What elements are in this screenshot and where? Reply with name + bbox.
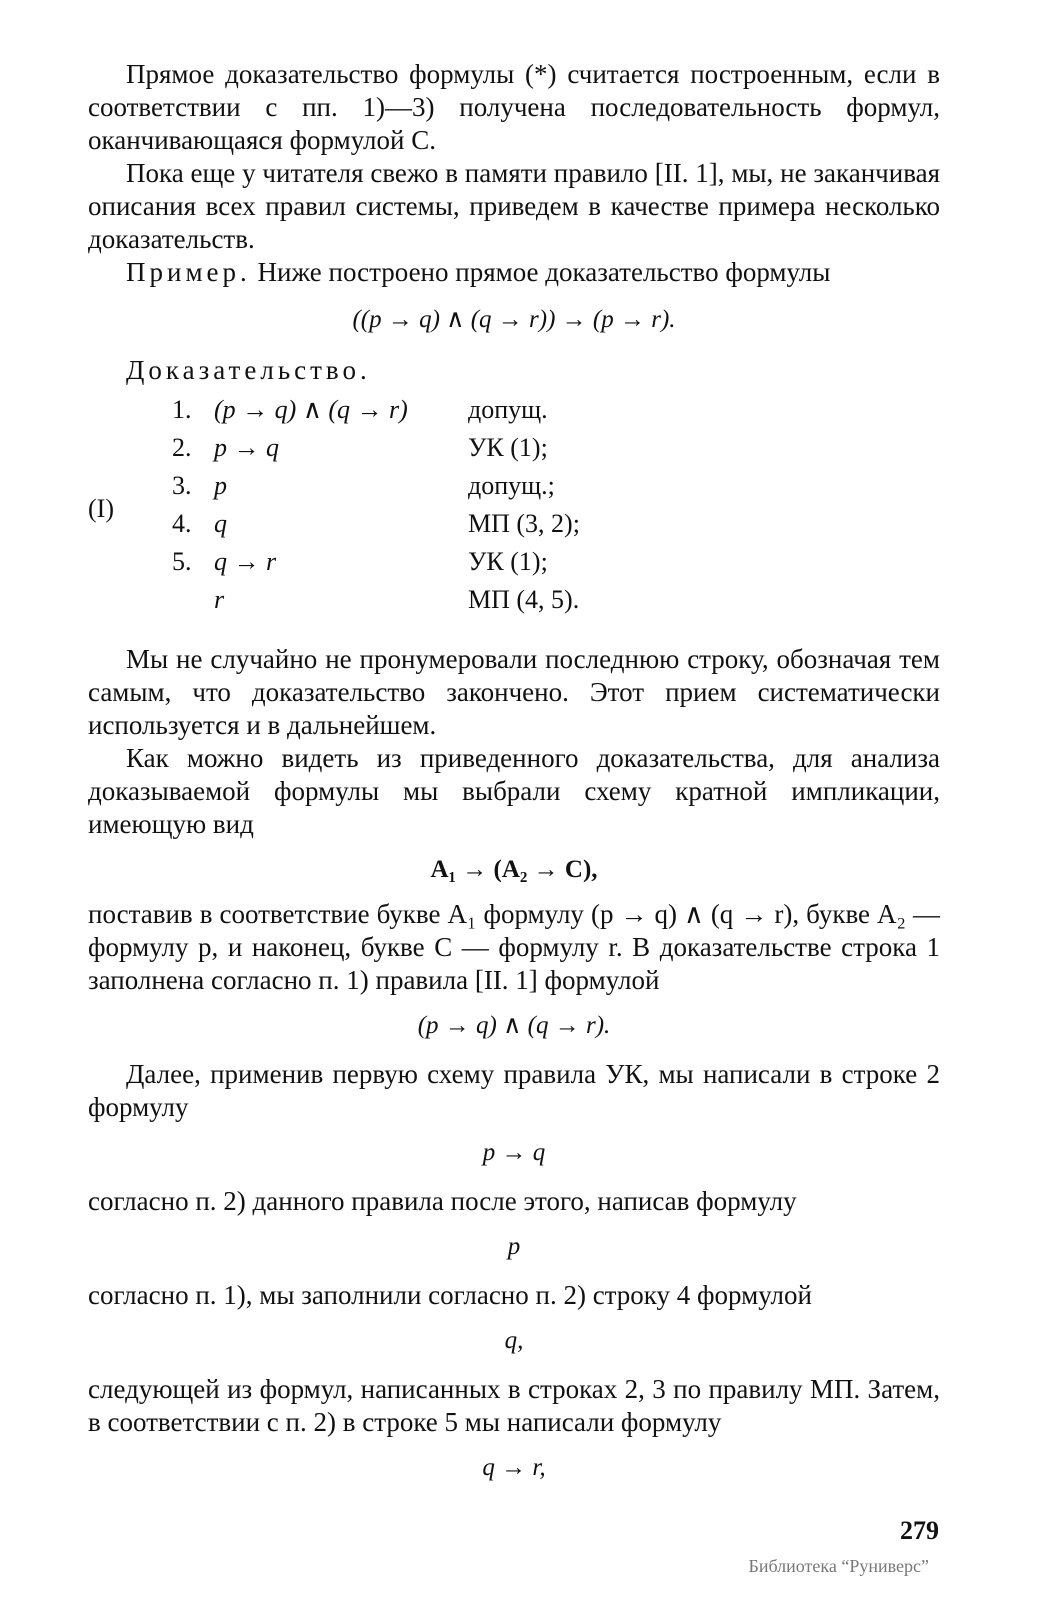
formula-a <box>88 853 940 886</box>
proof-row-number: 4. <box>172 509 192 538</box>
proof-row <box>88 545 940 577</box>
proof-row <box>88 583 940 615</box>
formula-b-text: (p → q) ∧ (q → r). <box>417 1012 611 1039</box>
formula-d <box>88 1230 940 1263</box>
formula-c-text: p → q <box>482 1139 546 1166</box>
proof-row <box>88 431 940 463</box>
paragraph-example <box>88 256 940 289</box>
proof-row-number: 5. <box>172 547 192 576</box>
proof-row-formula: (p → q) ∧ (q → r) <box>214 395 408 424</box>
proof-row-formula: p <box>214 471 227 500</box>
example-text: Ниже построено прямое доказательство формулы <box>250 257 831 287</box>
proof-row-justification: допущ.; <box>468 471 555 500</box>
proof-row-formula: q <box>214 509 227 538</box>
paragraph-7: согласно п. 2) данного правила после этого, написав формулу <box>88 1186 797 1216</box>
proof-marker: (I) <box>88 494 114 523</box>
formula-a-text: A₁ → (A₂ → C), <box>430 856 598 883</box>
proof-row-number: 1. <box>172 395 192 424</box>
paragraph-1: Прямое доказательство формулы (*) считается построенным, если в соответствии с пп. 1)—3) получена последовательность формул, оканчивающаяся формулой C. <box>88 59 940 155</box>
proof-row-justification: МП (3, 2); <box>468 509 580 538</box>
paragraph-9: следующей из формул, написанных в строках 2, 3 по правилу МП. Затем, в соответствии с п. 2) в строке 5 мы написали формулу <box>88 1374 940 1437</box>
formula-main-text: ((p → q) ∧ (q → r)) → (p → r). <box>352 306 676 333</box>
paragraph-3: Мы не случайно не пронумеровали последнюю строку, обозначая тем самым, что доказательство закончено. Этот прием систематически используется и в дальнейшем. <box>88 644 940 740</box>
formula-d-text: p <box>507 1233 521 1260</box>
formula-main <box>88 303 940 336</box>
proof-row-formula: q → r <box>214 547 277 576</box>
proof-heading: Доказательство. <box>126 355 371 385</box>
proof-row-number: 3. <box>172 471 192 500</box>
paragraph-5: поставив в соответствие букве A₁ формулу (p → q) ∧ (q → r), букве A₂ — формулу p, и наконец, букве C — формулу r. В доказательстве строка 1 заполнена согласно п. 1) правила [II. 1] формулой <box>88 899 940 995</box>
proof-row-formula: p → q <box>214 433 279 462</box>
paragraph-8: согласно п. 1), мы заполнили согласно п. 2) строку 4 формулой <box>88 1280 812 1310</box>
proof-row-justification: МП (4, 5). <box>468 585 580 614</box>
proof-block <box>88 393 940 623</box>
proof-row-justification: допущ. <box>468 395 548 424</box>
formula-c <box>88 1136 940 1169</box>
proof-row-justification: УК (1); <box>468 547 548 576</box>
formula-e <box>88 1324 940 1357</box>
paragraph-4: Как можно видеть из приведенного доказательства, для анализа доказываемой формулы мы выбрали схему кратной импликации, имеющую вид <box>88 743 940 839</box>
paragraph-2: Пока еще у читателя свежо в памяти правило [II. 1], мы, не заканчивая описания всех правил системы, приведем в качестве примера несколько доказательств. <box>88 158 940 254</box>
proof-row-justification: УК (1); <box>468 433 548 462</box>
library-footer: Библиотека “Руниверс” <box>748 1556 929 1576</box>
formula-f <box>88 1451 940 1484</box>
proof-row-number: 2. <box>172 433 192 462</box>
formula-e-text: q, <box>504 1327 524 1354</box>
formula-f-text: q → r, <box>482 1454 546 1481</box>
paragraph-6: Далее, применив первую схему правила УК, мы написали в строке 2 формулу <box>88 1059 940 1122</box>
formula-b <box>88 1009 940 1042</box>
example-label: Пример. <box>126 257 251 287</box>
proof-row-formula: r <box>214 585 225 614</box>
proof-row <box>88 469 940 501</box>
page-number: 279 <box>900 1516 939 1545</box>
page-body <box>88 58 940 1484</box>
proof-row <box>88 507 940 539</box>
proof-row <box>88 393 940 425</box>
